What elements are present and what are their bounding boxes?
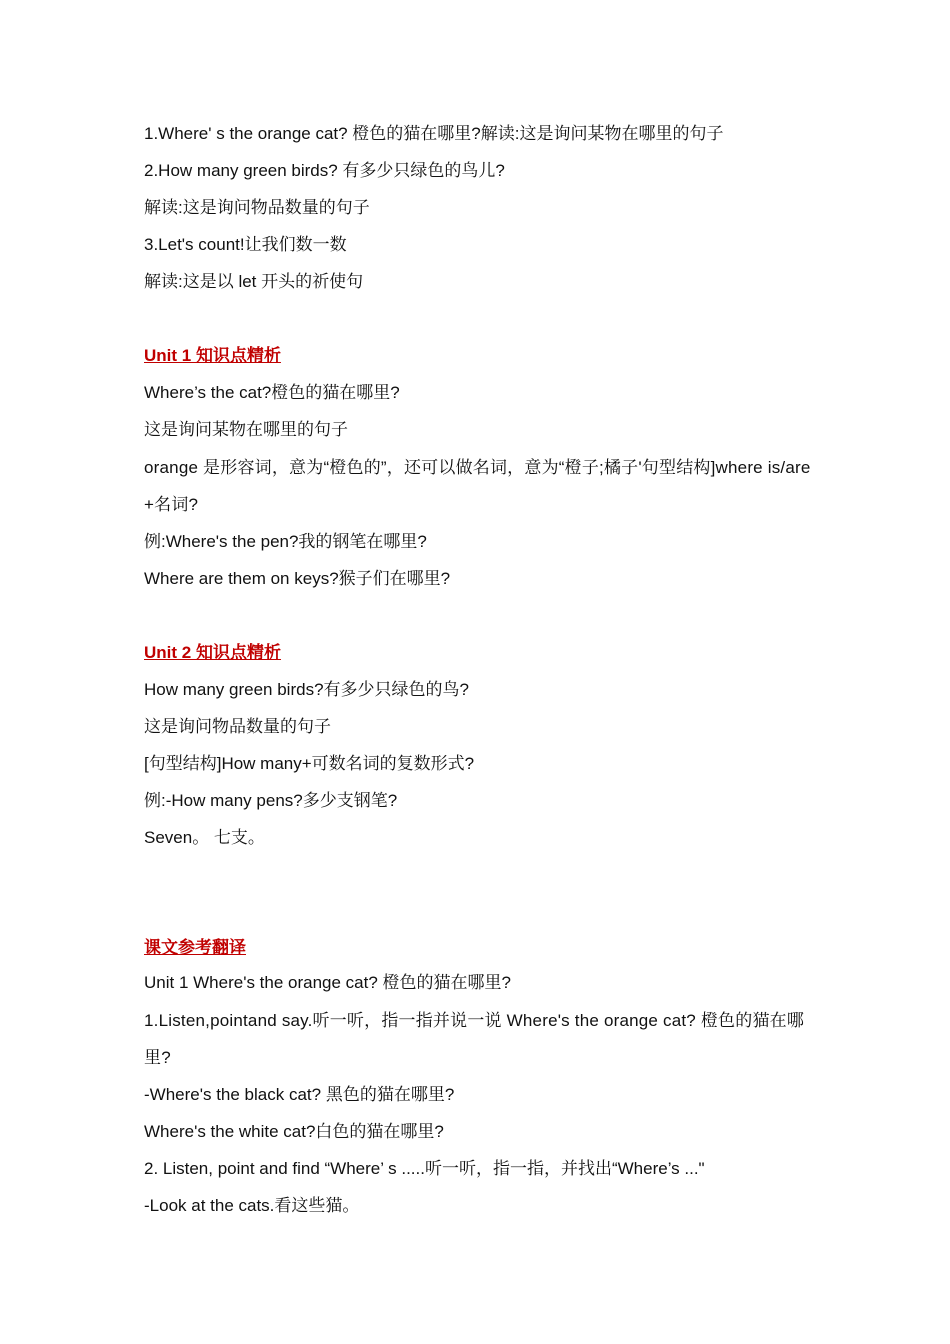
intro-line-2: 2.How many green birds? 有多少只绿色的鸟儿? bbox=[144, 161, 505, 180]
translation-line-5: 2. Listen, point and find “Where’ s .....听一听，指一指，并找出“Where’s ..." bbox=[144, 1159, 705, 1178]
translation-line-4: Where's the white cat?白色的猫在哪里? bbox=[144, 1122, 444, 1141]
unit1-line-1: Where’s the cat?橙色的猫在哪里? bbox=[144, 383, 400, 402]
translation-line-6: -Look at the cats.看这些猫。 bbox=[144, 1196, 360, 1215]
translation-line-3: -Where's the black cat? 黑色的猫在哪里? bbox=[144, 1085, 455, 1104]
unit1-heading: Unit 1 知识点精析 bbox=[144, 346, 281, 365]
unit2-heading: Unit 2 知识点精析 bbox=[144, 643, 281, 662]
intro-line-4: 3.Let's count!让我们数一数 bbox=[144, 235, 347, 254]
unit2-line-4: 例:-How many pens?多少支钢笔? bbox=[144, 791, 398, 810]
intro-line-5: 解读:这是以 let 开头的祈使句 bbox=[144, 272, 364, 291]
intro-line-1: 1.Where' s the orange cat? 橙色的猫在哪里?解读:这是询问某物在哪里的句子 bbox=[144, 124, 724, 143]
document-body bbox=[144, 122, 814, 1218]
unit2-line-5: Seven。 七支。 bbox=[144, 828, 265, 847]
unit2-line-1: How many green birds?有多少只绿色的鸟? bbox=[144, 680, 469, 699]
translation-heading: 课文参考翻译 bbox=[144, 938, 246, 957]
unit2-line-2: 这是询问物品数量的句子 bbox=[144, 717, 331, 736]
unit2-line-3: [句型结构]How many+可数名词的复数形式? bbox=[144, 754, 475, 773]
unit1-line-2: 这是询问某物在哪里的句子 bbox=[144, 420, 348, 439]
translation-line-1: Unit 1 Where's the orange cat? 橙色的猫在哪里? bbox=[144, 973, 511, 992]
unit1-line-4: 例:Where's the pen?我的钢笔在哪里? bbox=[144, 532, 427, 551]
translation-line-2: 1.Listen,pointand say.听一听，指一指并说一说 Where's the orange cat? 橙色的猫在哪里? bbox=[144, 1011, 805, 1067]
unit1-line-3: orange 是形容词，意为“橙色的”，还可以做名词，意为“橙子;橘子'句型结构]where is/are +名词? bbox=[144, 458, 811, 514]
unit1-line-5: Where are them on keys?猴子们在哪里? bbox=[144, 569, 451, 588]
intro-line-3: 解读:这是询问物品数量的句子 bbox=[144, 198, 370, 217]
